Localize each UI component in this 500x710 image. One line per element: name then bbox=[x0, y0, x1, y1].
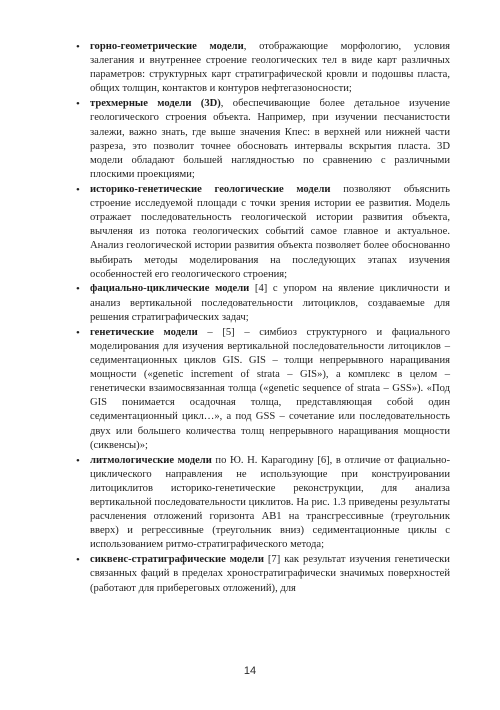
list-item-term: сиквенс-стратиграфические модели bbox=[90, 554, 264, 566]
bullet-icon: • bbox=[76, 41, 80, 53]
list-item-term: фациально-циклические модели bbox=[90, 283, 250, 295]
list-item-term: трехмерные модели (3D) bbox=[90, 98, 221, 110]
list-item-term: литмологические модели bbox=[90, 454, 212, 466]
list-item-term: историко-генетические геологические модели bbox=[90, 183, 331, 195]
bullet-icon: • bbox=[76, 283, 80, 296]
list-item bbox=[76, 282, 450, 324]
page-number: 14 bbox=[243, 665, 257, 677]
bullet-icon: • bbox=[76, 98, 80, 111]
list-item bbox=[76, 97, 450, 182]
list-item-text: , обеспечивающие более детальное изучение геологического строения объекта. Например, при изучении песчанистости залежи, важно знать, где выше значения Кпес: в верхней или нижней части разреза, это позволит точнее обосновать интервалы вскрытия пласта. 3D модели обладают большей наглядностью по сравнению с различными плоскими проекциями; bbox=[90, 98, 450, 180]
page-body bbox=[76, 40, 450, 596]
list-item-text: [7] как результат изучения генетически связанных фаций в пределах хроностратиграфически значимых поверхностей (работают для прибереговых отложений), для bbox=[90, 554, 450, 594]
list-item bbox=[76, 454, 450, 553]
list-item-text: , отображающие морфологию, условия залегания и внутреннее строение геологических тел в виде карт различных параметров: структурных карт стратиграфической кровли и подошвы пласта, общих толщин, контактов и контуров нефтегазоносности; bbox=[90, 41, 450, 95]
bullet-icon: • bbox=[76, 454, 80, 467]
list-item-text: – [5] – симбиоз структурного и фациального моделирования для изучения вертикальной последовательности литоциклов – седиментационных циклов GIS. GIS – толщи непрерывного наращивания мощности («genetic increment of strata – GIS»), а комплекс в целом – генетически взаимосвязанная толща («genetic sequence of strata – GSS»). «Под GIS понимается осадочная толща, представляющая собой один седиментационный цикл…», а под GSS – сочетание или последовательность двух или большего количества толщ непрерывного наращивания мощности (сиквенсы)»; bbox=[90, 326, 450, 451]
list-item bbox=[76, 553, 450, 595]
list-item-text: позволяют объяснить строение исследуемой площади с точки зрения истории ее развития. Модель отражает последовательность геологической истории развития объекта, вычленяя из потока геологических событий самое главное и актуальное. Анализ геологической истории развития объекта позволяет более обоснованно выбирать методы моделирования на последующих этапах изучения особенностей его геологического строения; bbox=[90, 183, 450, 280]
list-item-term: горно-геометрические модели bbox=[90, 41, 244, 52]
list-item bbox=[76, 40, 450, 97]
bullet-icon: • bbox=[76, 183, 80, 196]
list-item-term: генетические модели bbox=[90, 326, 198, 338]
list-item-text: по Ю. Н. Карагодину [6], в отличие от фациально-циклического направления не использующие при конструировании литоциклитов историко-генетические реконструкции, для анализа вертикальной последовательности циклитов. На рис. 1.3 приведены результаты расчленения отложений горизонта АВ1 на трансгрессивные (треугольник вверх) и регрессивные (треугольник вниз) седиментационные циклы с использованием ритмо-стратиграфического метода; bbox=[90, 454, 450, 551]
list-item-text: [4] с упором на явление цикличности и анализ вертикальной последовательности литоциклов, создаваемые для решения стратиграфических задач; bbox=[90, 283, 450, 323]
bullet-icon: • bbox=[76, 554, 80, 567]
list-item bbox=[76, 326, 450, 453]
list-item bbox=[76, 183, 450, 282]
bullet-icon: • bbox=[76, 326, 80, 339]
